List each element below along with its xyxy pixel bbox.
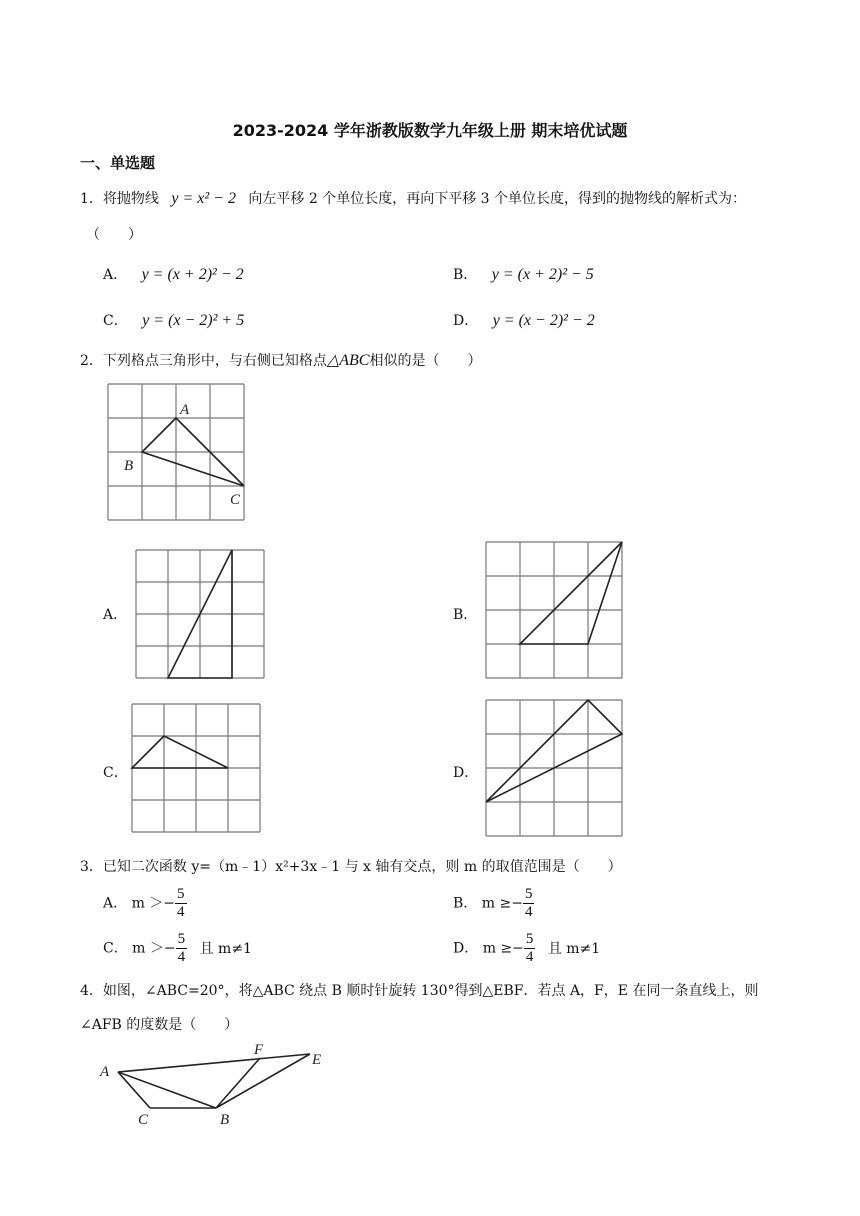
q2-option-a-grid[interactable] <box>134 548 268 680</box>
q3-option-c[interactable] <box>103 931 252 966</box>
q3-option-a[interactable] <box>103 886 187 921</box>
fraction: $\frac{5}{4}$ <box>525 931 534 965</box>
option-relation: m ≥− <box>482 940 524 957</box>
option-label: B． <box>453 267 478 283</box>
option-expr: y = (x + 2)² − 5 <box>491 266 594 283</box>
option-b-triangle <box>520 542 622 644</box>
fraction: $\frac{5}{4}$ <box>524 886 533 920</box>
q1-text-a: 将抛物线 <box>102 191 159 207</box>
q2-text-b: 相似的是（ ） <box>369 353 482 369</box>
q1-option-c[interactable] <box>103 310 244 330</box>
q2-option-a-label[interactable]: A． <box>103 607 128 623</box>
q3-option-d[interactable] <box>453 931 600 966</box>
question-1 <box>80 188 746 208</box>
option-label: D． <box>453 940 479 957</box>
option-expr: y = (x + 2)² − 2 <box>141 266 244 283</box>
option-relation: m ＞− <box>132 940 176 957</box>
option-c-triangle <box>132 736 228 768</box>
option-label: B． <box>453 895 478 912</box>
option-label: A． <box>103 895 128 912</box>
option-relation: m ＞− <box>131 895 176 912</box>
q1-number: 1． <box>80 191 103 207</box>
q4-point-f: F <box>254 1042 264 1058</box>
q2-option-d-grid[interactable] <box>484 698 624 838</box>
q4-text-line2: ∠AFB 的度数是（ ） <box>80 1017 239 1033</box>
question-4 <box>80 980 758 1000</box>
fraction: $\frac{5}{4}$ <box>177 931 186 965</box>
q4-number: 4． <box>80 983 103 999</box>
q3-option-b[interactable] <box>453 886 534 921</box>
q2-option-c-label[interactable]: C． <box>103 765 128 781</box>
question-3 <box>80 856 622 876</box>
q2-text: 下列格点三角形中，与右侧已知格点 <box>102 353 327 369</box>
option-relation: m ≥− <box>481 895 523 912</box>
q1-option-d[interactable] <box>453 310 595 330</box>
q4-text-line1: 如图，∠ABC=20°，将△ABC 绕点 B 顺时针旋转 130°得到△EBF．若点 A，F，E 在同一条直线上，则 <box>102 983 759 999</box>
q2-option-b-label[interactable]: B． <box>453 607 478 623</box>
option-condition: 且 m≠1 <box>547 940 601 957</box>
option-expr: y = (x − 2)² + 5 <box>142 312 245 329</box>
q3-number: 3． <box>80 859 103 875</box>
option-condition: 且 m≠1 <box>199 940 252 957</box>
section-heading: 一、单选题 <box>80 154 156 172</box>
q1-option-b[interactable] <box>453 264 594 284</box>
q4-point-b: B <box>220 1112 230 1128</box>
option-expr: y = (x − 2)² − 2 <box>492 312 595 329</box>
q2-option-c-grid[interactable] <box>130 702 264 834</box>
q1-expr: y = x² − 2 <box>171 190 236 207</box>
point-c-label: C <box>230 492 241 508</box>
q1-option-a[interactable] <box>103 264 244 284</box>
q2-option-d-label[interactable]: D． <box>453 765 479 781</box>
option-label: A． <box>103 267 128 283</box>
point-a-label: A <box>180 402 190 418</box>
q1-text-b: 向左平移 2 个单位长度，再向下平移 3 个单位长度，得到的抛物线的解析式为： <box>248 191 747 207</box>
q2-option-b-grid[interactable] <box>484 540 624 680</box>
option-label: C． <box>103 313 128 329</box>
q2-number: 2． <box>80 353 103 369</box>
q4-point-c: C <box>138 1112 149 1128</box>
fraction: $\frac{5}{4}$ <box>177 886 185 920</box>
option-label: D． <box>453 313 479 329</box>
question-2 <box>80 350 481 370</box>
q2-triangle-name: △ABC <box>326 352 370 369</box>
option-label: C． <box>103 940 128 957</box>
q4-point-e: E <box>312 1052 322 1068</box>
q2-reference-grid <box>106 382 256 524</box>
point-b-label: B <box>124 458 134 474</box>
page-title: 2023-2024 学年浙教版数学九年级上册 期末培优试题 <box>232 121 628 140</box>
q1-answer-paren: （ ） <box>86 227 142 243</box>
q4-point-a: A <box>100 1064 110 1080</box>
q3-text: 已知二次函数 y=（m﹣1）x²+3x﹣1 与 x 轴有交点，则 m 的取值范围是（ ） <box>102 859 622 875</box>
q4-rotation-figure <box>96 1036 336 1128</box>
